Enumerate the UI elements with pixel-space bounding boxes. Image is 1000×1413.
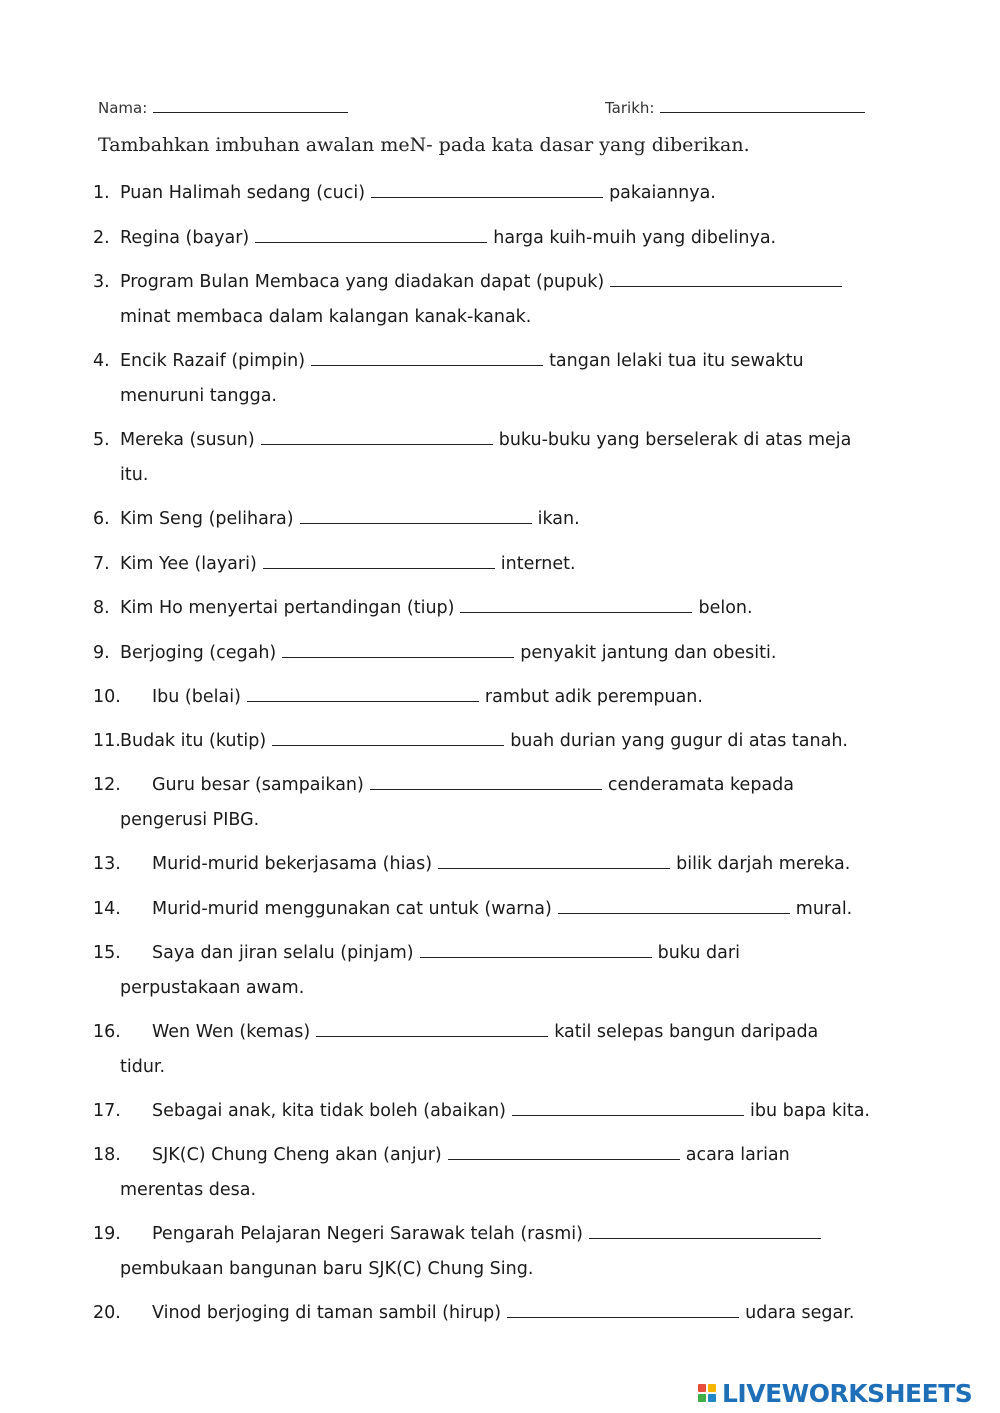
logo-square-red <box>698 1384 706 1392</box>
question-text: Ibu (belai) <box>152 687 241 707</box>
question-text: Pengarah Pelajaran Negeri Sarawak telah (rasmi) <box>152 1224 583 1244</box>
question-text-after: ikan. <box>537 509 580 529</box>
question-text: Budak itu (kutip) <box>120 731 267 751</box>
question-text-after: pakaiannya. <box>609 183 716 203</box>
answer-blank[interactable] <box>272 728 504 746</box>
question-1 <box>93 175 716 211</box>
answer-blank[interactable] <box>558 896 790 914</box>
question-2 <box>93 220 776 256</box>
question-text-after: rambut adik perempuan. <box>484 687 703 707</box>
question-9 <box>93 635 776 671</box>
answer-blank[interactable] <box>300 506 532 524</box>
question-number: 3. <box>93 272 110 292</box>
question-text: Guru besar (sampaikan) <box>152 775 364 795</box>
question-12-continuation: pengerusi PIBG. <box>120 810 260 830</box>
answer-blank[interactable] <box>371 180 603 198</box>
question-18-continuation: merentas desa. <box>120 1180 257 1200</box>
question-19-continuation: pembukaan bangunan baru SJK(C) Chung Sing. <box>120 1259 534 1279</box>
question-text: Wen Wen (kemas) <box>152 1022 311 1042</box>
question-text: Regina (bayar) <box>120 228 250 248</box>
answer-blank[interactable] <box>316 1019 548 1037</box>
answer-blank[interactable] <box>448 1142 680 1160</box>
date-label: Tarikh: <box>605 99 655 117</box>
question-13 <box>93 846 850 882</box>
question-16 <box>93 1014 818 1050</box>
question-text-after: harga kuih-muih yang dibelinya. <box>493 228 777 248</box>
question-15 <box>93 935 740 971</box>
answer-blank[interactable] <box>263 551 495 569</box>
logo-square-blue <box>708 1394 716 1402</box>
question-10 <box>93 679 703 715</box>
answer-blank[interactable] <box>512 1098 744 1116</box>
question-17 <box>93 1093 870 1129</box>
answer-blank[interactable] <box>282 640 514 658</box>
answer-blank[interactable] <box>507 1300 739 1318</box>
question-3-continuation: minat membaca dalam kalangan kanak-kanak. <box>120 307 532 327</box>
question-number: 15. <box>93 943 121 963</box>
question-text: Program Bulan Membaca yang diadakan dapat (pupuk) <box>120 272 605 292</box>
name-label: Nama: <box>98 99 148 117</box>
name-input[interactable] <box>153 98 348 113</box>
date-field <box>605 98 865 117</box>
question-text-after: cenderamata kepada <box>607 775 794 795</box>
question-text: Murid-murid bekerjasama (hias) <box>152 854 433 874</box>
question-number: 20. <box>93 1303 121 1323</box>
question-number: 11. <box>93 731 121 751</box>
question-20 <box>93 1295 854 1331</box>
question-number: 4. <box>93 351 110 371</box>
question-text-after: tangan lelaki tua itu sewaktu <box>549 351 804 371</box>
question-5-continuation: itu. <box>120 465 149 485</box>
question-3 <box>93 264 848 300</box>
liveworksheets-logo <box>698 1378 972 1408</box>
question-number: 17. <box>93 1101 121 1121</box>
logo-square-green <box>698 1394 706 1402</box>
question-text: Sebagai anak, kita tidak boleh (abaikan) <box>152 1101 506 1121</box>
answer-blank[interactable] <box>610 269 842 287</box>
question-18 <box>93 1137 790 1173</box>
question-number: 12. <box>93 775 121 795</box>
answer-blank[interactable] <box>420 940 652 958</box>
answer-blank[interactable] <box>438 851 670 869</box>
question-12 <box>93 767 794 803</box>
logo-square-yellow <box>708 1384 716 1392</box>
question-19 <box>93 1216 827 1252</box>
answer-blank[interactable] <box>370 772 602 790</box>
question-text: Vinod berjoging di taman sambil (hirup) <box>152 1303 502 1323</box>
question-5 <box>93 422 851 458</box>
question-11 <box>93 723 848 759</box>
question-number: 6. <box>93 509 110 529</box>
question-text-after: bilik darjah mereka. <box>676 854 851 874</box>
question-text-after: buah durian yang gugur di atas tanah. <box>510 731 848 751</box>
question-text: Saya dan jiran selalu (pinjam) <box>152 943 414 963</box>
question-6 <box>93 501 580 537</box>
question-15-continuation: perpustakaan awam. <box>120 978 305 998</box>
question-4 <box>93 343 804 379</box>
answer-blank[interactable] <box>460 595 692 613</box>
question-text-after: internet. <box>500 554 576 574</box>
answer-blank[interactable] <box>589 1221 821 1239</box>
question-text-after: buku-buku yang berselerak di atas meja <box>498 430 852 450</box>
question-16-continuation: tidur. <box>120 1057 166 1077</box>
logo-icon <box>698 1384 716 1402</box>
answer-blank[interactable] <box>311 348 543 366</box>
question-number: 1. <box>93 183 110 203</box>
question-number: 5. <box>93 430 110 450</box>
question-number: 2. <box>93 228 110 248</box>
question-text: Berjoging (cegah) <box>120 643 277 663</box>
question-text-after: belon. <box>698 598 753 618</box>
answer-blank[interactable] <box>247 684 479 702</box>
question-number: 7. <box>93 554 110 574</box>
question-text: Encik Razaif (pimpin) <box>120 351 306 371</box>
question-text: Kim Ho menyertai pertandingan (tiup) <box>120 598 455 618</box>
question-number: 14. <box>93 899 121 919</box>
question-8 <box>93 590 753 626</box>
instruction: Tambahkan imbuhan awalan meN- pada kata dasar yang diberikan. <box>98 134 750 156</box>
question-text-after: ibu bapa kita. <box>749 1101 870 1121</box>
question-text-after: mural. <box>795 899 853 919</box>
question-text: Kim Seng (pelihara) <box>120 509 294 529</box>
question-text: Puan Halimah sedang (cuci) <box>120 183 366 203</box>
header <box>98 98 878 124</box>
question-number: 13. <box>93 854 121 874</box>
answer-blank[interactable] <box>261 427 493 445</box>
date-input[interactable] <box>660 98 865 113</box>
question-text-after: penyakit jantung dan obesiti. <box>520 643 777 663</box>
question-7 <box>93 546 576 582</box>
question-text: Murid-murid menggunakan cat untuk (warna) <box>152 899 552 919</box>
question-text-after: katil selepas bangun daripada <box>554 1022 819 1042</box>
logo-text: LIVEWORKSHEETS <box>722 1378 973 1408</box>
question-4-continuation: menuruni tangga. <box>120 386 277 406</box>
question-number: 10. <box>93 687 121 707</box>
question-14 <box>93 891 852 927</box>
question-number: 18. <box>93 1145 121 1165</box>
question-text-after: buku dari <box>657 943 740 963</box>
question-number: 8. <box>93 598 110 618</box>
question-text: Kim Yee (layari) <box>120 554 257 574</box>
question-text: Mereka (susun) <box>120 430 255 450</box>
answer-blank[interactable] <box>255 225 487 243</box>
name-field <box>98 98 348 117</box>
question-text-after: acara larian <box>685 1145 790 1165</box>
question-text-after: udara segar. <box>745 1303 855 1323</box>
question-number: 9. <box>93 643 110 663</box>
question-number: 19. <box>93 1224 121 1244</box>
question-number: 16. <box>93 1022 121 1042</box>
question-text: SJK(C) Chung Cheng akan (anjur) <box>152 1145 442 1165</box>
